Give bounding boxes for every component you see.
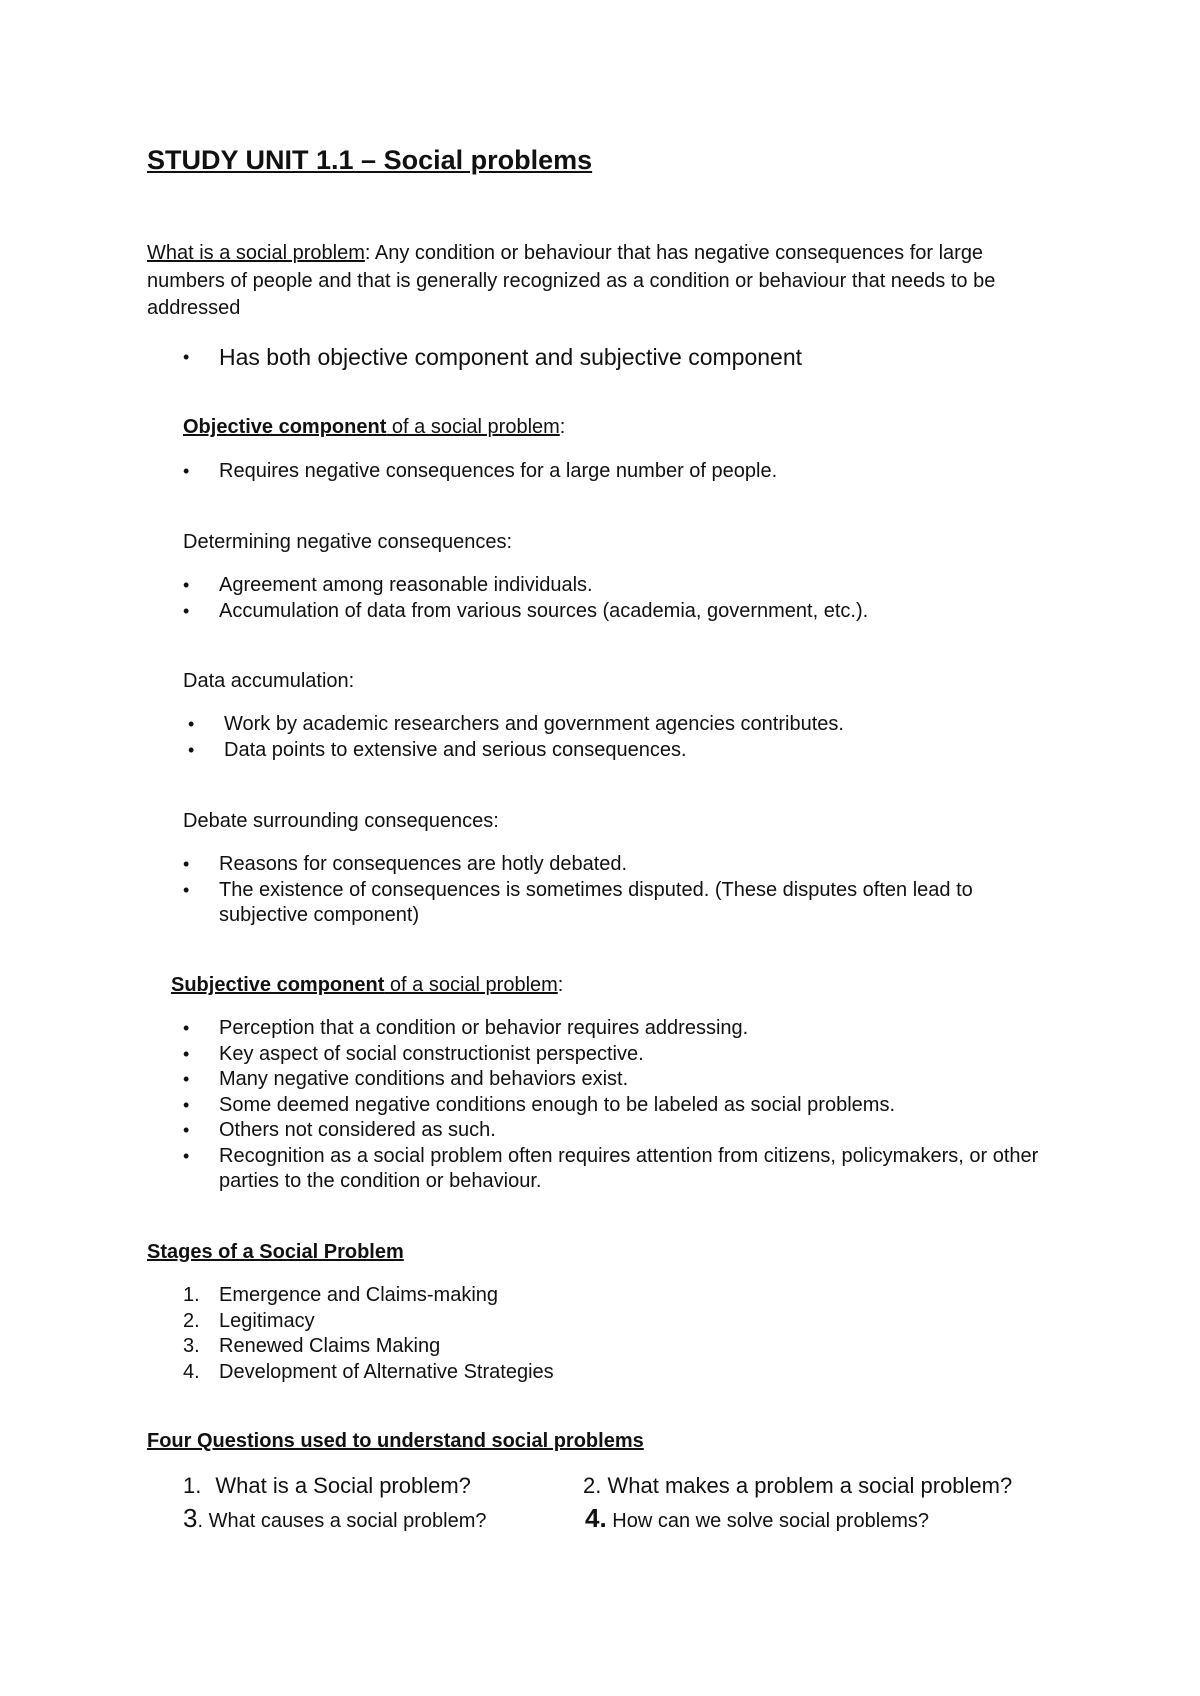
list-item: • Work by academic researchers and government agencies contributes. <box>188 712 844 738</box>
list-item: • Data points to extensive and serious consequences. <box>188 738 844 764</box>
list-item <box>183 343 802 371</box>
list-item: • Reasons for consequences are hotly debated. <box>183 852 1063 878</box>
list-item: 2. Legitimacy <box>183 1309 554 1335</box>
bullet-icon: • <box>183 461 190 481</box>
list-item: • Requires negative consequences for a large number of people. <box>183 459 777 485</box>
debate-heading: Debate surrounding consequences: <box>183 810 499 832</box>
bullet-icon: • <box>183 879 190 900</box>
objective-heading-rest: of a social problem <box>386 416 560 438</box>
question-4: 4. How can we solve social problems? <box>585 1503 930 1533</box>
bullet-icon: • <box>183 1069 190 1089</box>
bullet-icon: • <box>183 575 190 595</box>
subjective-heading-bold: Subjective component <box>171 974 385 996</box>
bullet-icon: • <box>183 1145 190 1166</box>
bullet-icon: • <box>183 1018 190 1038</box>
debate-list <box>183 852 1063 929</box>
subjective-heading-rest: of a social problem <box>384 974 558 996</box>
bullet-icon: • <box>183 1120 190 1140</box>
list-item: 1. Emergence and Claims-making <box>183 1283 554 1309</box>
question-number: 2. <box>583 1473 602 1498</box>
subjective-list <box>183 1016 1063 1195</box>
data-accumulation-list <box>188 712 844 763</box>
list-item: • Many negative conditions and behaviors exist. <box>183 1067 1063 1093</box>
definition-paragraph <box>147 240 1047 323</box>
question-number: 1. <box>183 1473 202 1498</box>
list-number: 2. <box>183 1309 200 1332</box>
bullet-icon: • <box>183 347 190 367</box>
main-bullet-text: Has both objective component and subjective component <box>219 344 803 370</box>
list-number: 4. <box>183 1360 200 1383</box>
definition-term: What is a social problem <box>147 242 365 264</box>
question-3: 3. What causes a social problem? <box>183 1503 487 1533</box>
objective-heading-bold: Objective component <box>183 416 387 438</box>
list-item: • Accumulation of data from various sources (academia, government, etc.). <box>183 599 868 625</box>
list-item: • Others not considered as such. <box>183 1118 1063 1144</box>
main-bullet-list <box>183 343 802 371</box>
list-item: • Key aspect of social constructionist perspective. <box>183 1042 1063 1068</box>
list-item: 3. Renewed Claims Making <box>183 1334 554 1360</box>
objective-heading-colon: : <box>559 416 566 438</box>
bullet-icon: • <box>183 854 190 874</box>
definition-text: : Any condition or behaviour that has negative consequences for large numbers of people and that is generally recognized as a condition or behaviour that needs to be addressed <box>147 242 996 319</box>
bullet-icon: • <box>183 1043 190 1064</box>
question-number: 3 <box>183 1503 198 1533</box>
list-item: • Perception that a condition or behavior requires addressing. <box>183 1016 1063 1042</box>
determining-heading: Determining negative consequences: <box>183 531 513 553</box>
list-item: 4. Development of Alternative Strategies <box>183 1360 554 1386</box>
page-title: STUDY UNIT 1.1 – Social problems <box>147 145 593 175</box>
bullet-icon: • <box>183 600 190 621</box>
bullet-icon: • <box>188 714 195 734</box>
data-accumulation-heading: Data accumulation: <box>183 670 355 692</box>
objective-list <box>183 459 777 485</box>
subjective-heading <box>171 973 563 997</box>
list-item: • Agreement among reasonable individuals. <box>183 573 868 599</box>
bullet-icon: • <box>183 1094 190 1115</box>
list-number: 3. <box>183 1335 200 1357</box>
question-1: 1. What is a Social problem? <box>183 1473 471 1498</box>
question-number: 4. <box>585 1503 607 1533</box>
list-item: • The existence of consequences is sometimes disputed. (These disputes often lead to subjective component) <box>183 878 973 926</box>
bullet-icon: • <box>188 739 195 760</box>
questions-heading: Four Questions used to understand social problems <box>147 1430 644 1452</box>
stages-list <box>183 1283 554 1385</box>
list-item: • Recognition as a social problem often requires attention from citizens, policymakers, or other parties to the condition or behaviour. <box>183 1144 1039 1192</box>
question-2: 2. What makes a problem a social problem? <box>583 1473 1013 1498</box>
determining-list <box>183 573 868 624</box>
stages-heading: Stages of a Social Problem <box>147 1241 404 1263</box>
objective-heading <box>183 415 565 439</box>
subjective-heading-colon: : <box>557 974 564 996</box>
list-number: 1. <box>183 1284 200 1306</box>
list-item: • Some deemed negative conditions enough to be labeled as social problems. <box>183 1093 1063 1119</box>
